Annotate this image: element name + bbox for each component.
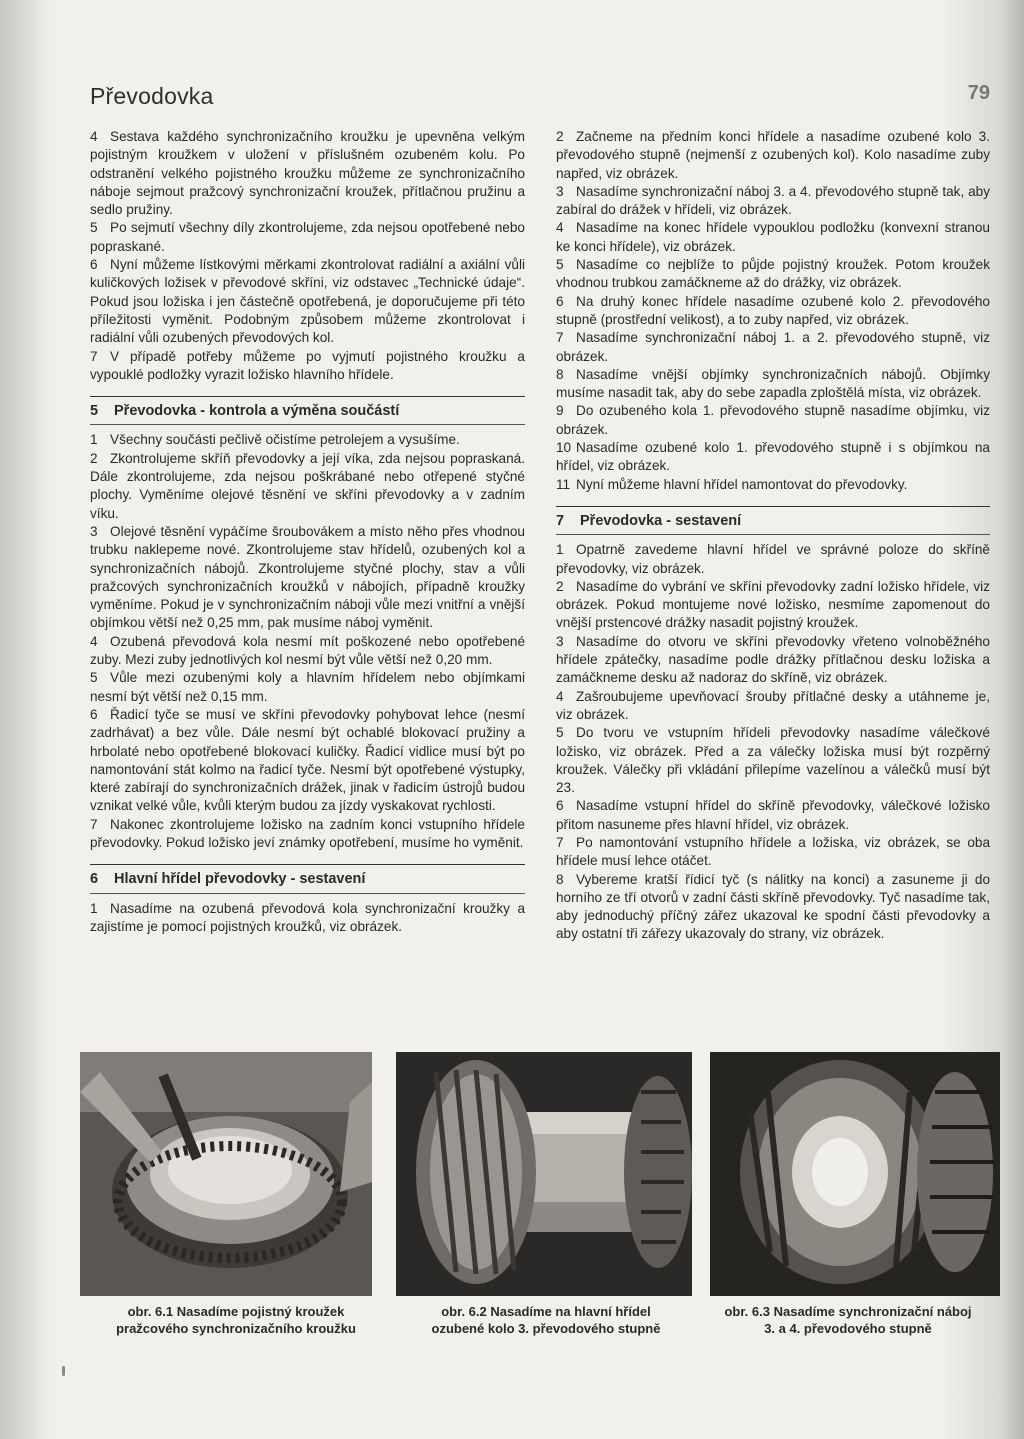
figure-label: obr. 6.1 bbox=[127, 1304, 174, 1319]
paragraph bbox=[90, 219, 525, 256]
paragraph-number: 8 bbox=[556, 871, 564, 887]
paragraph-number: 6 bbox=[556, 293, 564, 309]
paragraph-number: 5 bbox=[90, 220, 98, 236]
paragraph-number: 5 bbox=[556, 257, 564, 273]
caption-line: Nasadíme synchronizační náboj bbox=[773, 1304, 972, 1319]
figure-caption bbox=[706, 1303, 990, 1337]
paragraph-number: 4 bbox=[556, 220, 564, 236]
paragraph-text: Řadicí tyče se musí ve skříni převodovky pohybovat lehce (nesmí zadrhávat) a bez vůle. Dále nesmí být ochablé blokovací pružiny a hrbolaté nebo opotřebené blokovací kuličky. Řadicí vidlice musí být po namontování stát kolmo na řadicí tyče. Nesmí být opotřebené výstupky, které zabírají do synchronizačních drážek, jinak v řadicím ústrojů budou vznikat velké vůle, kvůli kterým budou za jízdy vyskakovat rychlosti. bbox=[90, 706, 525, 814]
paragraph-text: Do tvoru ve vstupním hřídeli převodovky nasadíme válečkové ložisko, viz obrázek. Před a za válečky ložiska musí být rozpěrný kroužek. Válečky při vkládání přilepíme vazelínou a válečků musí být 23. bbox=[556, 725, 990, 796]
intro-paragraphs bbox=[90, 128, 525, 384]
paragraph-number: 3 bbox=[556, 633, 564, 649]
paragraph-number: 9 bbox=[556, 403, 564, 419]
section-heading-7 bbox=[556, 506, 990, 535]
paragraph-number: 6 bbox=[556, 798, 564, 814]
paragraph-number: 3 bbox=[90, 523, 98, 539]
paragraph-number: 1 bbox=[90, 432, 98, 448]
paragraph-number: 7 bbox=[556, 330, 564, 346]
page-binding-shadow bbox=[0, 0, 46, 1439]
paragraph bbox=[556, 633, 990, 688]
paragraph-text: Olejové těsnění vypáčíme šroubovákem a místo něho přes vhodnou trubku naklepeme nové. Zkontrolujeme stav hřídelů, ozubených kol a synchronizačních nábojů. Zkontrolujeme styčné plochy, stav a vůli pražcových synchronizačních kroužků v nábojích, případně kroužky vyměníme. Pokud je v synchronizačním náboji vůle mezi vnitřní a vnější objímkou větší než 0,25 mm, pak musíme náboj vyměnit. bbox=[90, 523, 525, 631]
paragraph-text: Nasadíme vstupní hřídel do skříně převodovky, válečkové ložisko přitom nasuneme přes hlavní hřídel, viz obrázek. bbox=[556, 798, 990, 832]
page-number: 79 bbox=[967, 82, 990, 104]
paragraph bbox=[556, 476, 990, 494]
caption-line: ozubené kolo 3. převodového stupně bbox=[431, 1321, 661, 1336]
paragraph-number: 10 bbox=[556, 440, 572, 456]
section-heading-5 bbox=[90, 396, 525, 425]
paragraph bbox=[556, 128, 990, 183]
paragraph bbox=[556, 256, 990, 293]
caption-line: Nasadíme pojistný kroužek bbox=[176, 1304, 345, 1319]
paragraph-number: 1 bbox=[90, 900, 98, 916]
section-5-paragraphs bbox=[90, 431, 525, 852]
paragraph bbox=[556, 366, 990, 403]
paragraph-text: Sestava každého synchronizačního kroužku je upevněna velkým pojistným kroužkem v uložení v příslušném ozubeném kolu. Po odstranění velkého pojistného kroužku můžeme ze synchronizačního náboje sejmout pražcový synchronizační kroužek, přítlačnou pružinu a sedlo pružiny. bbox=[90, 129, 525, 218]
paragraph-number: 7 bbox=[90, 816, 98, 832]
paragraph-number: 4 bbox=[90, 633, 98, 649]
paragraph bbox=[556, 871, 990, 944]
paragraph-text: Nakonec zkontrolujeme ložisko na zadním konci vstupního hřídele převodovky. Pokud ložisko jeví známky opotřebení, musíme ho vyměnit. bbox=[90, 816, 525, 850]
paragraph-number: 8 bbox=[556, 366, 564, 382]
section-title: Hlavní hřídel převodovky - sestavení bbox=[114, 871, 366, 888]
paragraph-text: Zkontrolujeme skříň převodovky a její víka, zda nejsou popraskaná. Dále zkontrolujeme, zda nejsou poškrábané nebo otřepené styčné plochy. Vyměníme olejové těsnění ve skříni převodovky a v zadním víku. bbox=[90, 450, 525, 521]
paragraph-text: Začneme na předním konci hřídele a nasadíme ozubené kolo 3. převodového stupně (nejmenší z ozubených kol). Kolo nasadíme zuby napřed, viz obrázek. bbox=[556, 129, 990, 181]
paragraph-text: Nasadíme na ozubená převodová kola synchronizační kroužky a zajistíme je pomocí pojistných kroužků, viz obrázek. bbox=[90, 900, 525, 934]
caption-line: 3. a 4. převodového stupně bbox=[764, 1321, 932, 1336]
paragraph bbox=[556, 219, 990, 256]
photo-synchro-ring-circlip bbox=[80, 1052, 372, 1296]
paragraph-number: 2 bbox=[556, 578, 564, 594]
paragraph bbox=[90, 348, 525, 385]
section-title: Převodovka - kontrola a výměna součástí bbox=[114, 403, 400, 420]
paragraph bbox=[556, 439, 990, 476]
figure-label: obr. 6.2 bbox=[441, 1304, 487, 1319]
photo-3rd-gear-on-mainshaft bbox=[396, 1052, 692, 1296]
paragraph bbox=[90, 669, 525, 706]
paragraph-text: Po sejmutí všechny díly zkontrolujeme, zda nejsou opotřebené nebo popraskané. bbox=[90, 220, 525, 254]
paragraph-number: 4 bbox=[556, 688, 564, 704]
paragraph-text: Nasadíme do otvoru ve skříni převodovky vřeteno volnoběžného hřídele zpátečky, nasadíme podle drážky přítlačnou desku ložiska a zamáčkneme desku až nadoraz do skříně, viz obrázek. bbox=[556, 633, 990, 686]
section-6-paragraphs bbox=[90, 900, 525, 937]
paragraph-text: Nasadíme na konec hřídele vypouklou podložku (konvexní stranou ke konci hřídele), viz obrázek. bbox=[556, 220, 990, 254]
paragraph-text: Nasadíme ozubené kolo 1. převodového stupně i s objímkou na hřídel, viz obrázek. bbox=[556, 440, 990, 474]
right-column bbox=[556, 128, 990, 944]
paragraph bbox=[556, 329, 990, 366]
paragraph-number: 4 bbox=[90, 129, 98, 144]
section-number: 7 bbox=[556, 512, 565, 529]
paragraph-text: Nasadíme vnější objímky synchronizačních nábojů. Objímky musíme nasadit tak, aby do sebe zapadla zploštělá místa, viz obrázek. bbox=[556, 366, 990, 401]
paragraph bbox=[556, 541, 990, 578]
section-title: Převodovka - sestavení bbox=[580, 512, 742, 529]
paragraph bbox=[90, 816, 525, 853]
paragraph bbox=[556, 724, 990, 797]
paragraph-text: Nasadíme synchronizační náboj 1. a 2. převodového stupně, viz obrázek. bbox=[556, 330, 990, 364]
paragraph bbox=[90, 431, 525, 449]
paragraph-number: 6 bbox=[90, 706, 98, 722]
figure-caption bbox=[90, 1303, 382, 1337]
paragraph-number: 7 bbox=[90, 348, 98, 364]
paragraph bbox=[556, 293, 990, 330]
paragraph-text: Ozubená převodová kola nesmí mít poškozené nebo opotřebené zuby. Mezi zuby jednotlivých kol nesmí být vůle větší než 0,20 mm. bbox=[90, 633, 525, 668]
section-number: 5 bbox=[90, 403, 99, 420]
paragraph-text: Vybereme kratší řídicí tyč (s nálitky na konci) a zasuneme ji do horního ze tří otvorů v zadní části skříně převodovky. Tyč nasadíme tak, aby jednoduchý příčný zářez ukazoval ke spodní části převodovky a aby ostatní tři zářezy ukazovaly do strany, viz obrázek. bbox=[556, 871, 990, 942]
paragraph bbox=[556, 183, 990, 220]
paragraph-number: 5 bbox=[90, 670, 98, 686]
paragraph bbox=[556, 797, 990, 834]
paragraph bbox=[90, 128, 525, 219]
paragraph bbox=[90, 706, 525, 816]
paragraph-text: V případě potřeby můžeme po vyjmutí pojistného kroužku a vypouklé podložky vyrazit ložisko hlavního hřídele. bbox=[90, 348, 525, 382]
paragraph-text: Na druhý konec hřídele nasadíme ozubené kolo 2. převodového stupně (prostřední velikost), a to zuby napřed, viz obrázek. bbox=[556, 293, 990, 327]
paragraph-text: Zašroubujeme upevňovací šrouby přítlačné desky a utáhneme je, viz obrázek. bbox=[556, 688, 990, 722]
photo-synchro-hub-3-4 bbox=[710, 1052, 1000, 1296]
paragraph-text: Vůle mezi ozubenými koly a hlavním hřídelem nebo objímkami nesmí být větší než 0,15 mm. bbox=[90, 670, 525, 704]
section-number: 6 bbox=[90, 871, 99, 888]
caption-line: Nasadíme na hlavní hřídel bbox=[490, 1304, 651, 1319]
paragraph-number: 2 bbox=[556, 129, 564, 144]
left-column bbox=[90, 128, 525, 936]
section-7-paragraphs bbox=[556, 541, 990, 944]
paragraph-text: Opatrně zavedeme hlavní hřídel ve správné poloze do skříně převodovky, viz obrázek. bbox=[556, 542, 990, 576]
paragraph-number: 5 bbox=[556, 725, 564, 741]
paragraph-text: Po namontování vstupního hřídele a ložiska, viz obrázek, se oba hřídele musí lehce otáčet. bbox=[556, 834, 990, 869]
paragraph-text: Nyní můžeme hlavní hřídel namontovat do převodovky. bbox=[576, 476, 908, 492]
paragraph-text: Do ozubeného kola 1. převodového stupně nasadíme objímku, viz obrázek. bbox=[556, 403, 990, 437]
paragraph bbox=[90, 633, 525, 670]
page-title: Převodovka bbox=[90, 83, 214, 109]
paragraph bbox=[90, 523, 525, 633]
paragraph-number: 7 bbox=[556, 834, 564, 850]
paragraph bbox=[556, 402, 990, 439]
paragraph-number: 2 bbox=[90, 450, 98, 466]
paragraph-text: Nyní můžeme lístkovými měrkami zkontrolovat radiální a axiální vůli kuličkových ložisek v převodové skříni, viz odstavec „Technické údaje“. Pokud jsou ložiska i jen částečně opotřebená, je doporučujeme při této příležitosti vyměnit. Podobným způsobem můžeme zkontrolovat i radiální vůli ozubených převodových kol. bbox=[90, 257, 525, 346]
paragraph-number: 11 bbox=[556, 476, 571, 492]
paragraph bbox=[90, 900, 525, 937]
figure-strip bbox=[80, 1052, 1000, 1297]
paragraph bbox=[556, 578, 990, 633]
paragraph-text: Nasadíme co nejblíže to půjde pojistný kroužek. Potom kroužek vhodnou trubkou zamáčkneme až do drážky, viz obrázek. bbox=[556, 257, 990, 291]
paragraph-number: 6 bbox=[90, 257, 98, 273]
paragraph-text: Nasadíme do vybrání ve skříni převodovky zadní ložisko hřídele, viz obrázek. Pokud montujeme nové ložisko, nesmíme zapomenout do vnější prstencové drážky nasadit pojistný kroužek. bbox=[556, 578, 990, 631]
paragraph-text: Všechny součásti pečlivě očistíme petrolejem a vysušíme. bbox=[110, 432, 460, 448]
paragraph-text: Nasadíme synchronizační náboj 3. a 4. převodového stupně tak, aby zabíral do drážek v hřídeli, viz obrázek. bbox=[556, 183, 990, 218]
section-6-continued-paragraphs bbox=[556, 128, 990, 494]
ink-mark bbox=[62, 1366, 65, 1376]
paragraph bbox=[90, 256, 525, 347]
figure-label: obr. 6.3 bbox=[724, 1304, 770, 1319]
paragraph bbox=[556, 688, 990, 725]
caption-line: pražcového synchronizačního kroužku bbox=[116, 1321, 356, 1336]
paragraph bbox=[90, 450, 525, 523]
paragraph-number: 1 bbox=[556, 542, 564, 558]
paragraph-number: 3 bbox=[556, 183, 564, 199]
figure-caption bbox=[396, 1303, 696, 1337]
section-heading-6 bbox=[90, 864, 525, 893]
paragraph bbox=[556, 834, 990, 871]
